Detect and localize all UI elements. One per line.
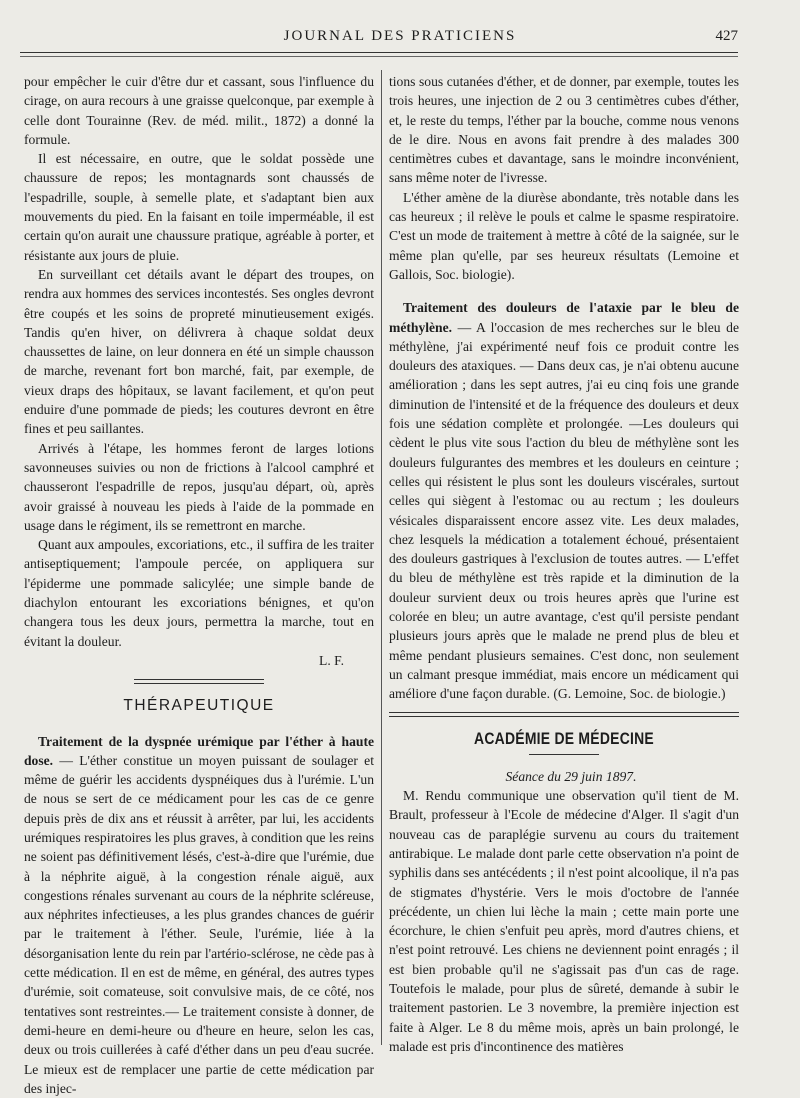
page-number: 427 — [716, 28, 739, 45]
header-rule-thin — [20, 56, 738, 57]
paragraph-ampoules-text: Quant aux ampoules, excoriations, etc., il suffira de les traiter antiseptiquement; l'ampoule percée, on appliquera sur l'épiderme une pommade salicylée; une simple bande de diachylon entourant les excoriations bénignes, et qu'on changera tous les deux jours, permettra la marche, tout en évitant la douleur. — [24, 537, 374, 648]
session-date: Séance du 29 juin 1897. — [389, 767, 739, 786]
paragraph-surveillance: En surveillant cet détails avant le départ des troupes, on rendra aux hommes des services incontestés. Ses ongles devront être coupés et les soins de propreté minutieusement exigés. Tandis qu'en hiver, on délivrera à chaque soldat deux chaussettes de laine, on leur donnera en été un simple chausson de marche, revenant fort bon marché, fait, par exemple, de vieux draps des hôpitaux, se lavant facilement, et qu'on peut enduire d'une pommade de pieds; les coutures devront en être fines et peu saillantes. — [24, 265, 374, 439]
paragraph-ampoules — [24, 535, 374, 651]
academy-separator — [389, 712, 739, 717]
paragraph-cuir: pour empêcher le cuir d'être dur et cassant, sous l'influence du cirage, on aura recours à une graisse quelconque, par exemple à celle dont Tourainne (Rev. de méd. milit., 1872) a donné la formule. — [24, 72, 374, 149]
page-header — [0, 28, 800, 50]
section-separator — [134, 679, 264, 684]
academy-title-rule — [529, 754, 599, 755]
right-column — [389, 72, 739, 1056]
paragraph-diurese: L'éther amène de la diurèse abondante, très notable dans les cas heureux ; il relève le pouls et calme le spasme respiratoire. C'est un mode de traitement à mettre à côté de la saignée, sur le même plan qu'elle, par ses heureux résultats (Lemoine et Gallois, Soc. biologie). — [389, 188, 739, 284]
paragraph-ataxie — [389, 298, 739, 703]
body-dyspnee: — L'éther constitue un moyen puissant de soulager et même de guérir les accidents dyspnéiques dus à l'urémie. L'un de nous se sert de ce médicament pour les cas de ce genre depuis près de dix ans et réussit à arrêter, par lui, les accidents urémiques respiratoires les plus graves, à condition que les reins ne soient pas définitivement lésés, c'est-à-dire que l'urémie, due à la néphrite aiguë, à la congestion rénale aiguë, aux congestions rénales survenant au cours de la néphrite scléreuse, aux néphrites infectieuses, a les plus grandes chances de guérir par le traitement à l'éther. Seule, l'urémie, liée à la désorganisation lente du rein par l'artério-sclérose, ne cède pas à cette médication. Il en est de même, en général, des autres types d'urémie, soit comateuse, soit convulsive mais, de ce côté, nos tentatives sont restreintes.— Le traitement consiste à donner, de demi-heure en demi-heure ou d'heure en heure, selon les cas, deux ou trois cuillerées à café d'éther dans un peu d'eau sucrée. Le mieux est de remplacer une partie de cette médication par des injec- — [24, 753, 374, 1096]
section-title-therapeutique: THÉRAPEUTIQUE — [24, 696, 374, 715]
column-divider — [381, 70, 382, 1045]
paragraph-injections: tions sous cutanées d'éther, et de donner, par exemple, toutes les trois heures, une injection de 2 ou 3 centimètres cubes d'éther, et, le reste du temps, l'éther par la bouche, comme nous venons de le dire. Nous en avons fait prendre à des malades 300 centimètres cubes et davantage, sans le moindre inconvénient, sans même noter de l'ivresse. — [389, 72, 739, 188]
journal-title: JOURNAL DES PRATICIENS — [0, 28, 800, 45]
paragraph-rendu: M. Rendu communique une observation qu'il tient de M. Brault, professeur à l'Ecole de médecine d'Alger. Il s'agit d'un nouveau cas de paraplégie survenu au cours du traitement antirabique. Le malade dont parle cette observation n'a point de syphilis dans ses antécédents ; il n'est point alcoolique, il n'a pas de stigmates d'hystérie. Vers le mois d'octobre de l'année précédente, un chien lui lèche la main ; cette main porte une écorchure, le chien s'enfuit peu après, mord d'autres chiens, et n'est point retrouvé. Les chiens ne deviennent point enragés ; il est bien probable qu'il ne s'agissait pas d'un cas de rage. Toutefois le malade, pour plus de sûreté, demande à subir le traitement pastorien. Le 3 novembre, la première injection est faite à Alger. Le 8 du même mois, après un bain prolongé, le malade est pris d'incontinence des matières — [389, 786, 739, 1056]
signature-line — [24, 651, 374, 670]
body-ataxie: — A l'occasion de mes recherches sur le bleu de méthylène, j'ai expérimenté neuf fois ce produit contre les douleurs des ataxiques. — Dans deux cas, je n'ai obtenu aucune amélioration ; dans les sept autres, j'ai eu cinq fois une grande diminution de l'intensité et de la fréquence des douleurs et deux fois une sédation complète et prolongée. —Les douleurs qui cèdent le plus vite sous l'action du bleu de méthylène sont les douleurs fulgurantes des membres et les douleurs en ceinture ; celles qui résistent le plus sont les douleurs viscérales, surtout celles qui siègent à l'estomac ou au rectum ; les douleurs vésicales disparaissent encore assez vite. Les deux malades, chez lesquels la médication a totalement échoué, présentaient des douleurs gastriques à l'exclusion de toutes autres. — L'effet du bleu de méthylène est très rapide et la diminution de la douleur survient deux ou trois heures après que l'urine est colorée en bleu; un autre avantage, c'est qu'il persiste pendant plusieurs jours après que le malade ne prend plus de bleu et même pendant plusieurs semaines. C'est donc, non seulement un calmant presque immédiat, mais encore un médicament qui améliore d'une façon durable. (G. Lemoine, Soc. de biologie.) — [389, 320, 739, 702]
left-column — [24, 72, 374, 1098]
header-rule — [20, 52, 738, 53]
paragraph-chaussure-repos: Il est nécessaire, en outre, que le soldat possède une chaussure de repos; les montagnards sont chaussés de l'espadrille, souple, à semelle plate, et s'adaptant bien aux mouvements du pied. En la faisant en toile imperméable, il est certain qu'on aurait une chaussure pratique, agréable à porter, et résistante aux jours de pluie. — [24, 149, 374, 265]
heading-dyspnee: Traitement de la dyspnée urémique par l'éther à haute dose. — [24, 734, 374, 768]
academy-title: ACADÉMIE DE MÉDECINE — [421, 729, 708, 748]
paragraph-dyspnee — [24, 732, 374, 1098]
heading-ataxie: Traitement des douleurs de l'ataxie par le bleu de méthylène. — [389, 300, 739, 334]
signature: L. F. — [305, 651, 344, 670]
paragraph-etape: Arrivés à l'étape, les hommes feront de larges lotions savonneuses suivies ou non de frictions à l'alcool camphré et chausseront l'espadrille de repos, jusqu'au départ, où, après avoir graissé à nouveau les pieds à l'aide de la pommade en usage dans le régiment, ils se remettront en marche. — [24, 439, 374, 535]
